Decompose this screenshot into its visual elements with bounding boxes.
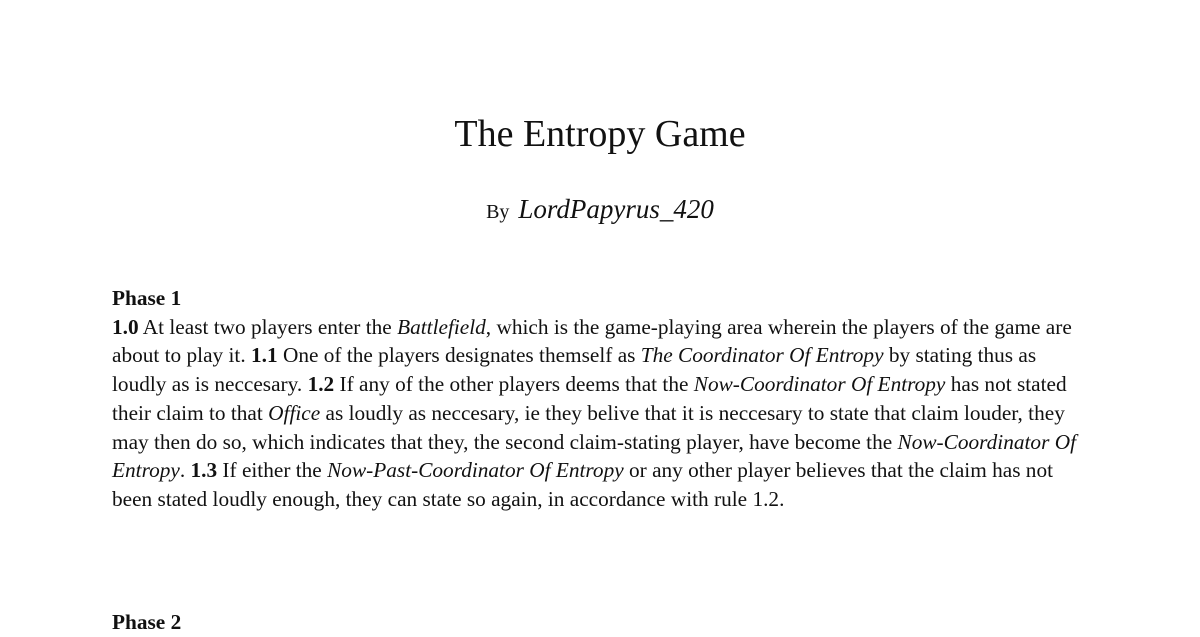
rule-number: 1.1 [251, 343, 278, 368]
author-name: LordPapyrus_420 [518, 194, 714, 224]
byline [0, 194, 1200, 225]
text-run: If either the [217, 458, 328, 483]
text-run: , which is the game-playing area wherein the players of the game are about to play it. [112, 314, 1072, 368]
emphasized-term: Now-Coordinator Of Entropy [112, 429, 1076, 483]
section-phase-1 [112, 284, 1087, 514]
emphasized-term: Now-Coordinator Of Entropy [693, 372, 946, 397]
text-run: One of the players designates themself as [277, 343, 641, 368]
text-run: as loudly as neccesary, ie they belive that it is neccesary to state that claim louder, they may then do so, which indicates that they, the second claim-stating player, have become the [112, 400, 1065, 454]
rule-number: 1.0 [112, 314, 139, 339]
section-heading: Phase 2 [112, 610, 182, 634]
emphasized-term: Battlefield [397, 314, 486, 339]
section-phase-2 [112, 608, 1087, 637]
emphasized-term: Now-Past-Coordinator Of Entropy [327, 458, 624, 483]
text-run: If any of the other players deems that the [334, 372, 694, 397]
section-heading: Phase 1 [112, 286, 182, 310]
text-run: . [179, 458, 191, 483]
document-title: The Entropy Game [454, 113, 746, 155]
rule-number: 1.2 [307, 372, 335, 397]
section-body [112, 313, 1087, 514]
text-run: At least two players enter the [138, 314, 398, 339]
rule-number: 1.3 [190, 458, 218, 483]
text-run: or any other player believes that the claim has not been stated loudly enough, they can state so again, in accordance with rule 1.2. [112, 458, 1054, 511]
emphasized-term: Office [268, 400, 321, 425]
text-run: by stating thus as loudly as is neccesary. [112, 343, 1037, 397]
by-label: By [486, 201, 510, 223]
text-run: has not stated their claim to that [112, 372, 1067, 425]
emphasized-term: The Coordinator Of Entropy [640, 343, 884, 368]
